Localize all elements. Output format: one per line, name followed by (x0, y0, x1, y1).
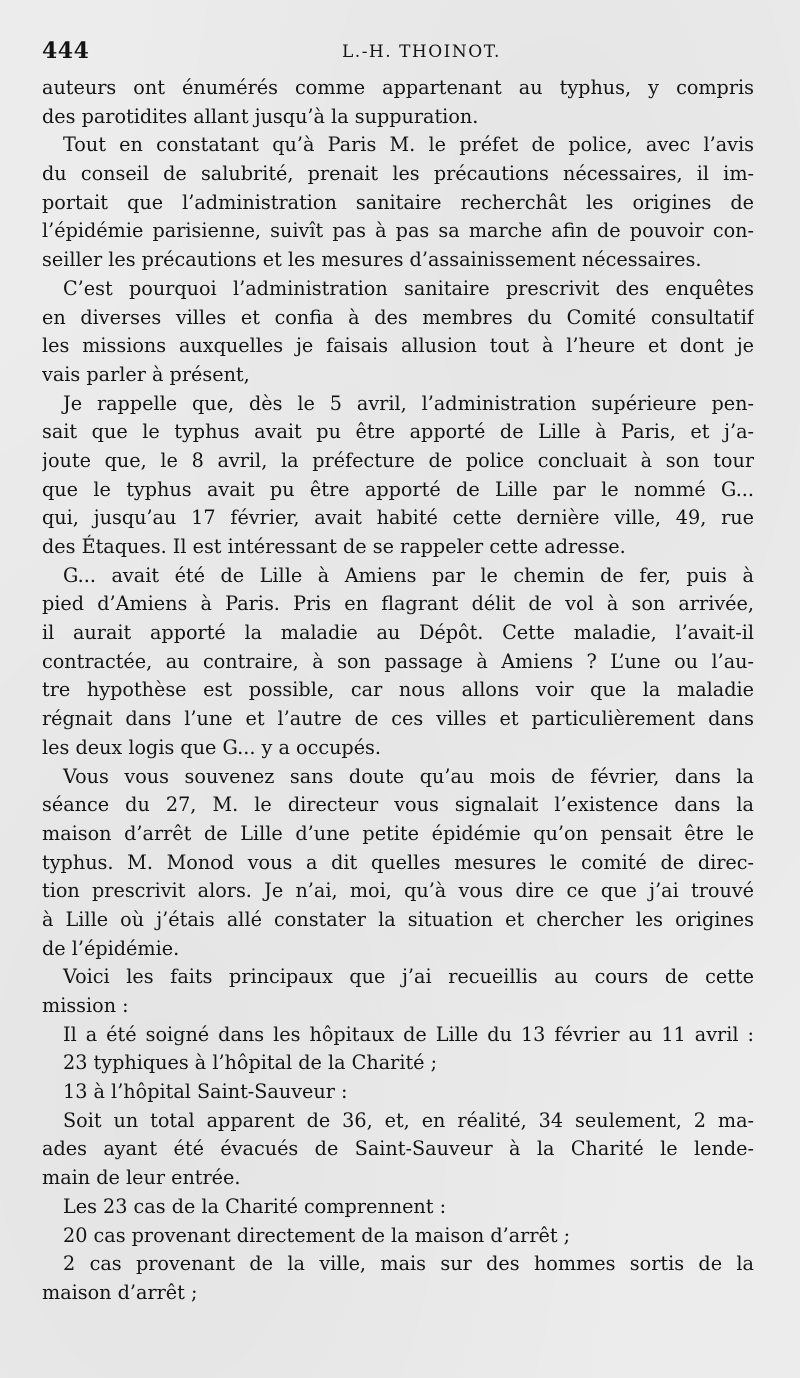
text-line: 2 cas provenant de la ville, mais sur des hommes sortis de la (63, 1252, 754, 1276)
text-line: Tout en constatant qu’à Paris M. le préfet de police, avec l’avis (63, 133, 754, 157)
text-line: du conseil de salubrité, prenait les précautions nécessaires, il im- (42, 162, 754, 186)
text-line: contractée, au contraire, à son passage à Amiens ? L’une ou l’au- (42, 649, 754, 673)
page-body-text (42, 74, 754, 1308)
text-line: 23 typhiques à l’hôpital de la Charité ; (63, 1051, 438, 1075)
text-line: Vous vous souvenez sans doute qu’au mois de février, dans la (63, 764, 754, 788)
text-line: pied d’Amiens à Paris. Pris en flagrant délit de vol à son arrivée, (42, 592, 754, 616)
text-line: Les 23 cas de la Charité comprennent : (63, 1194, 447, 1218)
text-line: Je rappelle que, dès le 5 avril, l’administration supérieure pen- (63, 391, 754, 415)
text-line: il aurait apporté la maladie au Dépôt. Cette maladie, l’avait-il (42, 621, 754, 645)
text-line: ades ayant été évacués de Saint-Sauveur à la Charité le lende- (42, 1137, 754, 1161)
text-line: typhus. M. Monod vous a dit quelles mesures le comité de direc- (42, 850, 754, 874)
text-line: séance du 27, M. le directeur vous signalait l’existence dans la (42, 793, 754, 817)
text-line: à Lille où j’étais allé constater la situation et chercher les origines (42, 907, 754, 931)
text-line: Il a été soigné dans les hôpitaux de Lille du 13 février au 11 avril : (63, 1022, 754, 1046)
text-line: mission : (42, 994, 129, 1017)
text-line: seiller les précautions et les mesures d’assainissement nécessaires. (42, 248, 702, 272)
text-line: 20 cas provenant directement de la maison d’arrêt ; (63, 1223, 571, 1247)
text-line: vais parler à présent, (42, 362, 250, 386)
text-line: tre hypothèse est possible, car nous allons voir que la maladie (42, 678, 754, 702)
page-header (42, 36, 758, 70)
text-line: sait que le typhus avait pu être apporté de Lille à Paris, et j’a- (42, 420, 754, 444)
text-line: main de leur entrée. (42, 1166, 241, 1190)
text-line: C’est pourquoi l’administration sanitaire prescrivit des enquêtes (63, 276, 754, 300)
text-line: auteurs ont énumérés comme appartenant au typhus, y compris (42, 76, 754, 99)
text-line: maison d’arrêt ; (42, 1280, 198, 1304)
text-line: les missions auxquelles je faisais allusion tout à l’heure et dont je (42, 334, 754, 358)
text-line: maison d’arrêt de Lille d’une petite épidémie qu’on pensait être le (42, 821, 754, 845)
text-line: l’épidémie parisienne, suivît pas à pas sa marche afin de pouvoir con- (42, 219, 754, 243)
text-line: portait que l’administration sanitaire recherchât les origines de (42, 190, 754, 214)
running-title: L.-H. THOINOT. (342, 42, 501, 62)
page-number: 444 (42, 38, 90, 64)
text-line: des Étaques. Il est intéressant de se rappeler cette adresse. (42, 535, 626, 558)
text-line: de l’épidémie. (42, 936, 180, 960)
text-line: en diverses villes et confia à des membres du Comité consultatif (42, 305, 754, 329)
text-line: Voici les faits principaux que j’ai recueillis au cours de cette (63, 965, 754, 989)
text-line: joute que, le 8 avril, la préfecture de police concluait à son tour (42, 448, 754, 472)
text-line: régnait dans l’une et l’autre de ces villes et particulièrement dans (42, 707, 754, 731)
text-line: les deux logis que G... y a occupés. (42, 735, 382, 759)
text-line: tion prescrivit alors. Je n’ai, moi, qu’à vous dire ce que j’ai trouvé (42, 879, 754, 903)
text-line: 13 à l’hôpital Saint-Sauveur : (63, 1080, 348, 1104)
text-line: qui, jusqu’au 17 février, avait habité cette dernière ville, 49, rue (42, 506, 754, 530)
text-line: Soit un total apparent de 36, et, en réalité, 34 seulement, 2 ma- (63, 1108, 754, 1132)
text-line: G... avait été de Lille à Amiens par le chemin de fer, puis à (63, 563, 754, 587)
text-line: que le typhus avait pu être apporté de Lille par le nommé G... (42, 477, 754, 501)
text-line: des parotidites allant jusqu’à la suppuration. (42, 104, 479, 128)
